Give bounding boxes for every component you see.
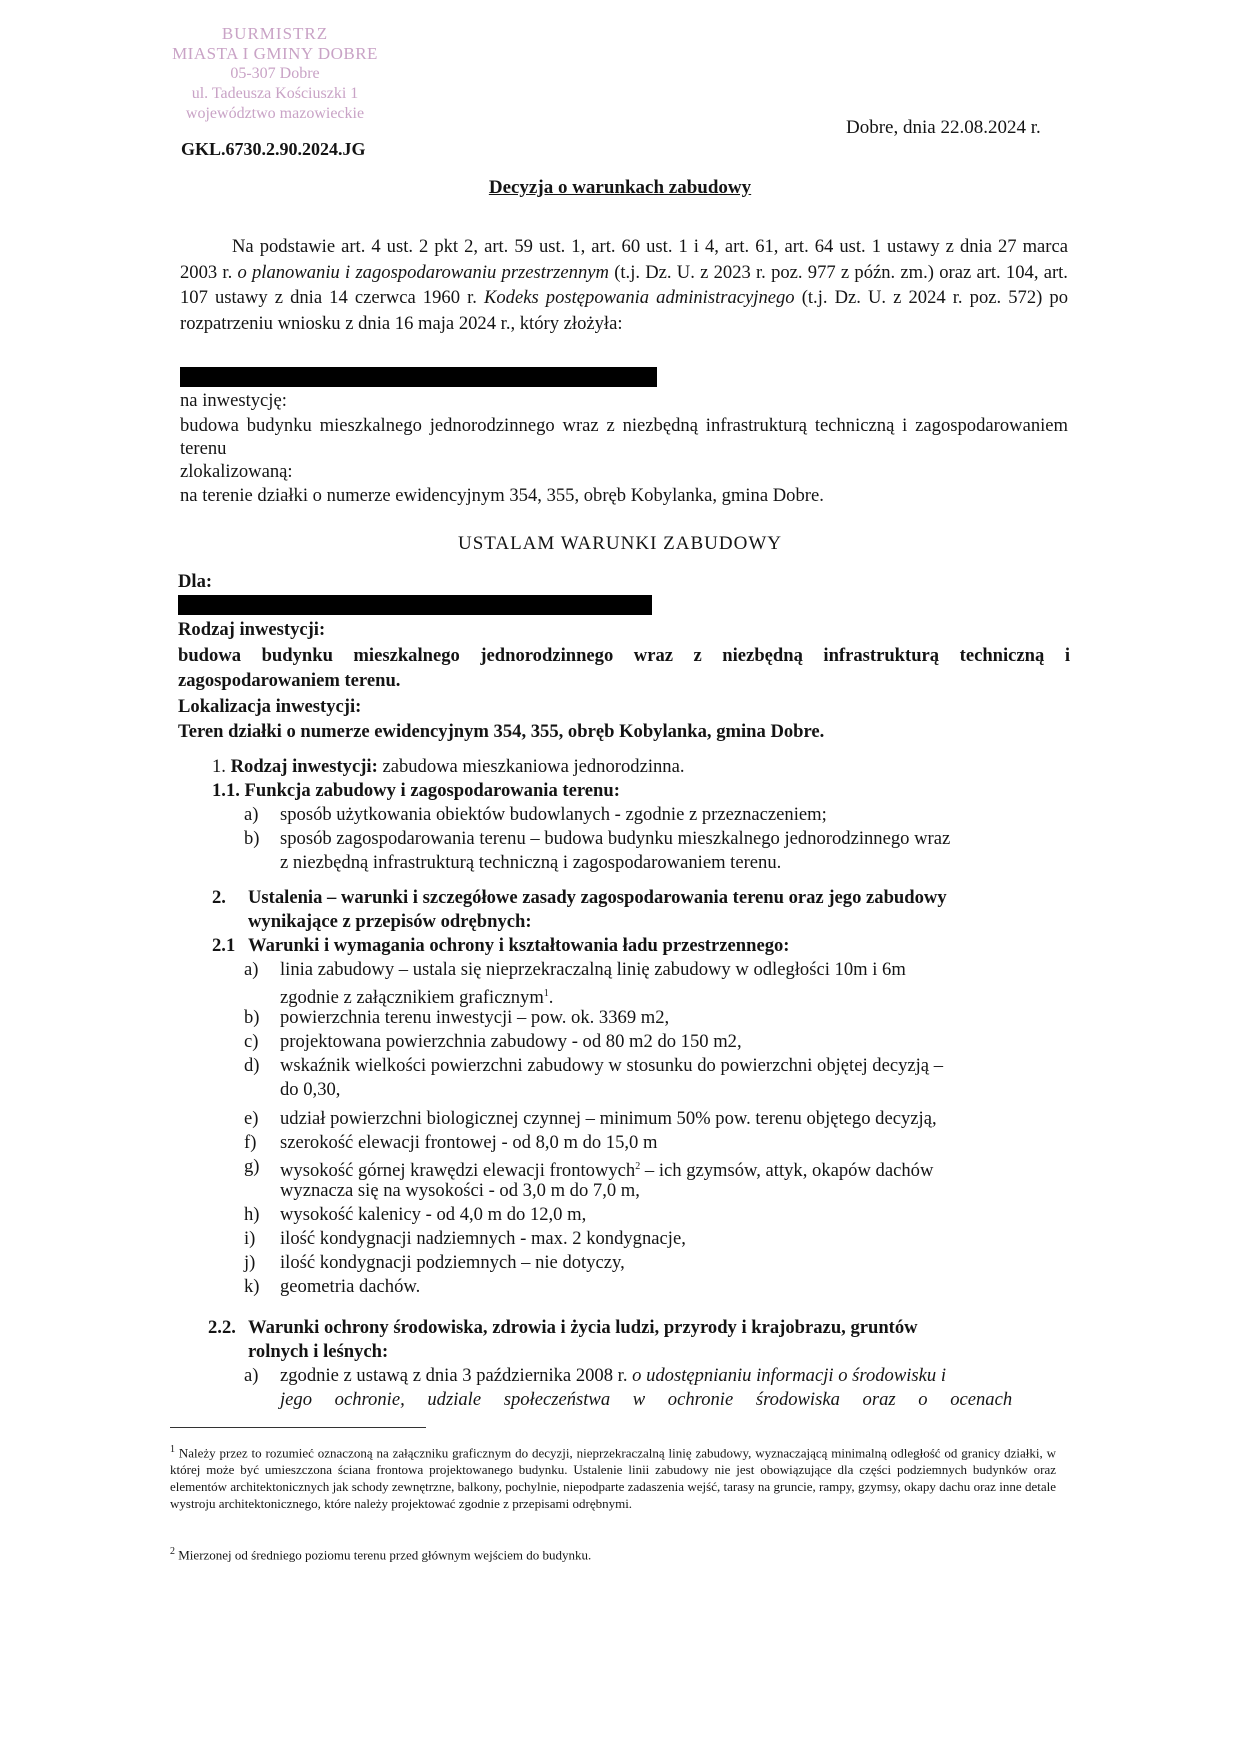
decision-heading: USTALAM WARUNKI ZABUDOWY (457, 533, 782, 554)
footnote-divider (170, 1427, 426, 1428)
section-1 (212, 755, 1072, 779)
item-text: powierzchnia terenu inwestycji – pow. ok. 3369 m2, (280, 1007, 670, 1028)
list-item (244, 827, 1074, 875)
list-item (244, 1155, 1074, 1203)
footnote-ref: 1 (543, 988, 549, 999)
stamp-line: BURMISTRZ (221, 24, 329, 43)
investment-label: na inwestycję: (180, 390, 287, 411)
item-label: f) (244, 1132, 257, 1153)
redaction-bar (178, 595, 652, 615)
item-text: – ich gzymsów, attyk, okapów dachów (640, 1160, 934, 1182)
item-label: a) (244, 959, 259, 980)
redaction-bar (180, 367, 657, 387)
act-title: o planowaniu i zagospodarowaniu przestrzennym (237, 261, 609, 283)
item-text: zgodnie z załącznikiem graficznym (280, 987, 544, 1009)
item-text: ilość kondygnacji podziemnych – nie dotyczy, (280, 1252, 625, 1273)
act-title: Kodeks postępowania administracyjnego (483, 287, 795, 308)
location-text: Teren działki o numerze ewidencyjnym 354, 355, obręb Kobylanka, gmina Dobre. (178, 721, 825, 742)
list-item (244, 1364, 1074, 1412)
stamp-line: województwo mazowieckie (185, 105, 365, 122)
item-label: a) (244, 804, 259, 825)
case-signature: GKL.6730.2.90.2024.JG (181, 139, 366, 159)
investment-text: budowa budynku mieszkalnego jednorodzinnego wraz z niezbędną infrastrukturą techniczną i zagospodarowaniem terenu (180, 414, 1068, 459)
document-title: Decyzja o warunkach zabudowy (488, 177, 752, 198)
item-text: wysokość górnej krawędzi elewacji frontowych (280, 1160, 636, 1182)
section-title: Funkcja zabudowy i zagospodarowania terenu: (244, 780, 620, 801)
item-text: do 0,30, (280, 1079, 341, 1100)
section-title: Ustalenia – warunki i szczegółowe zasady zagospodarowania terenu oraz jego zabudowy (248, 887, 947, 908)
footnote-text: Należy przez to rozumieć oznaczoną na załączniku graficznym do decyzji, nieprzekraczalną linię zabudowy, wyznaczającą minimalną odległość od granicy działki, w której może być umieszczona ściana frontowa projektowanego budynku. Ustalenie linii zabudowy nie jest obowiązujące dla części podziemnych budynków oraz elementów architektonicznych jak schody zewnętrzne, balkony, pochylnie, niepodparte zadaszenia wejść, tarasy na gruncie, rampy, gzymsy, okapy dachu oraz inne detale wystroju architektonicznego, które należy projektować zgodnie z przepisami odrębnymi. (170, 1445, 1057, 1512)
footnote-mark: 2 (170, 1546, 175, 1557)
footnote-text: Mierzonej od średniego poziomu terenu przed głównym wejściem do budynku. (178, 1547, 592, 1563)
section-1-1 (212, 779, 1072, 803)
item-text: zgodnie z ustawą z dnia 3 października 2008 r. (280, 1365, 628, 1386)
section-title: Warunki i wymagania ochrony i kształtowania ładu przestrzennego: (248, 935, 790, 956)
section-2-2 (208, 1316, 1072, 1364)
section-number: 2.1 (212, 935, 236, 956)
legal-basis-paragraph (180, 234, 1068, 336)
item-label: e) (244, 1108, 259, 1129)
decision-details (178, 617, 1070, 745)
item-label: h) (244, 1204, 260, 1225)
item-text: . (548, 987, 554, 1009)
item-label: b) (244, 828, 260, 849)
section-title: Warunki ochrony środowiska, zdrowia i życia ludzi, przyrody i krajobrazu, gruntów (248, 1317, 918, 1338)
item-text: linia zabudowy – ustala się nieprzekraczalną linię zabudowy w odległości 10m i 6m (280, 959, 906, 980)
item-text: udział powierzchni biologicznej czynnej – minimum 50% pow. terenu objętego decyzją, (280, 1108, 937, 1129)
footnote-ref: 2 (635, 1161, 641, 1172)
item-label: b) (244, 1007, 260, 1028)
section-number: 2.2. (208, 1317, 236, 1338)
section-title: rolnych i leśnych: (248, 1341, 389, 1362)
type-label: Rodzaj inwestycji: (178, 619, 326, 640)
for-label: Dla: (178, 571, 213, 592)
footnote-mark: 1 (170, 1444, 175, 1455)
item-text: z niezbędną infrastrukturą techniczną i zagospodarowaniem terenu. (280, 852, 782, 873)
section-2-1 (212, 934, 1072, 958)
stamp-line: 05-307 Dobre (230, 65, 320, 82)
legal-basis-text: Na podstawie art. 4 ust. 2 pkt 2, art. 59 ust. 1, art. 60 ust. 1 i 4, art. 61, art. 64 ust. 1 ustawy z dnia 27 marca 2003 r. (180, 236, 1068, 283)
item-label: i) (244, 1228, 256, 1249)
item-label: c) (244, 1031, 259, 1052)
list-item (244, 1054, 1074, 1102)
legal-basis-text: (t.j. Dz. U. z 2024 r. poz. 572) po rozpatrzeniu wniosku z dnia 16 maja 2024 r., który złożyła: (180, 287, 1068, 334)
item-text: wysokość kalenicy - od 4,0 m do 12,0 m, (280, 1204, 587, 1225)
item-label: g) (244, 1156, 260, 1177)
footnote-1 (170, 1441, 1056, 1512)
item-label: k) (244, 1276, 260, 1297)
item-text: projektowana powierzchnia zabudowy - od 80 m2 do 150 m2, (280, 1031, 742, 1052)
item-text: wyznacza się na wysokości - od 3,0 m do 7,0 m, (280, 1180, 640, 1201)
investment-block (180, 389, 1068, 509)
footnote-2 (170, 1543, 1056, 1563)
section-label: Rodzaj inwestycji: (230, 756, 378, 777)
section-number: 2. (212, 887, 226, 908)
item-label: a) (244, 1365, 259, 1386)
section-2 (212, 886, 1072, 934)
act-title: o udostępnianiu informacji o środowisku i (632, 1365, 947, 1386)
legal-basis-text: (t.j. Dz. U. z 2023 r. poz. 977 z późn. zm.) oraz art. 104, art. 107 ustawy z dnia 14 czerwca 1960 r. (180, 261, 1068, 308)
item-text: sposób zagospodarowania terenu – budowa budynku mieszkalnego jednorodzinnego wraz (280, 828, 951, 849)
item-text: ilość kondygnacji nadziemnych - max. 2 kondygnacje, (280, 1228, 686, 1249)
item-text: wskaźnik wielkości powierzchni zabudowy w stosunku do powierzchni objętej decyzją – (280, 1055, 943, 1076)
item-label: d) (244, 1055, 260, 1076)
act-title: jego ochronie, udziale społeczeństwa w ochronie środowiska oraz o ocenach (280, 1389, 1013, 1410)
location-label: Lokalizacja inwestycji: (178, 695, 362, 717)
section-title: wynikające z przepisów odrębnych: (248, 911, 532, 932)
item-text: szerokość elewacji frontowej - od 8,0 m do 15,0 m (280, 1132, 658, 1153)
item-text: sposób użytkowania obiektów budowlanych - zgodnie z przeznaczeniem; (280, 804, 827, 825)
item-label: j) (244, 1252, 256, 1273)
location-text: na terenie działki o numerze ewidencyjnym 354, 355, obręb Kobylanka, gmina Dobre. (180, 485, 824, 506)
location-label: zlokalizowaną: (180, 460, 293, 482)
section-number: 1.1. (212, 780, 240, 801)
section-text: zabudowa mieszkaniowa jednorodzinna. (382, 756, 685, 777)
place-date: Dobre, dnia 22.08.2024 r. (846, 117, 1041, 138)
item-text: geometria dachów. (280, 1276, 421, 1297)
stamp-line: ul. Tadeusza Kościuszki 1 (191, 85, 359, 102)
list-item (244, 958, 1074, 1009)
stamp-line: MIASTA I GMINY DOBRE (172, 44, 378, 63)
type-text: budowa budynku mieszkalnego jednorodzinnego wraz z niezbędną infrastrukturą techniczną i zagospodarowaniem terenu. (178, 644, 1070, 691)
section-number: 1. (212, 756, 226, 777)
office-stamp (150, 24, 400, 124)
